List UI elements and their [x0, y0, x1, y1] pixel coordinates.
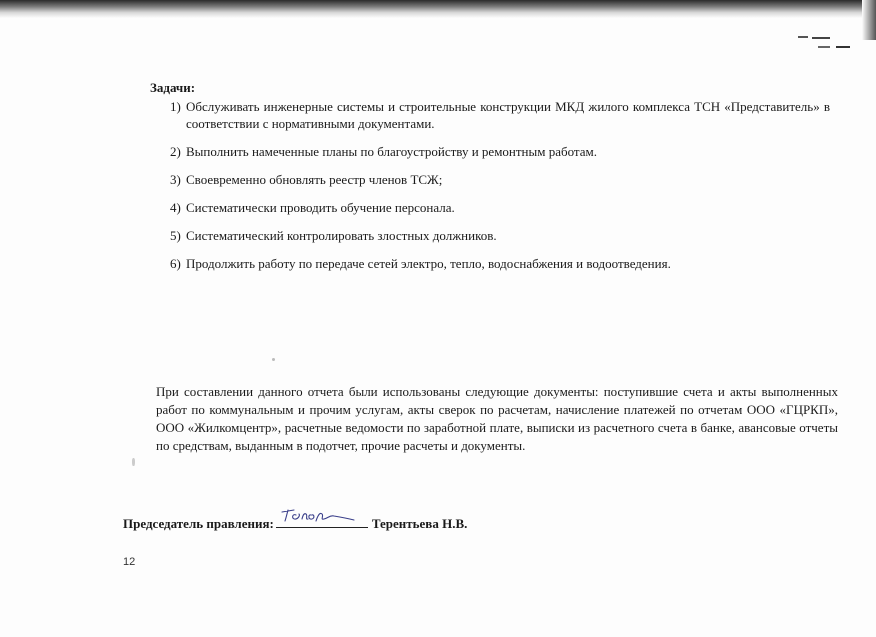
list-item [170, 98, 830, 132]
list-item-text: Выполнить намеченные планы по благоустройству и ремонтным работам. [186, 144, 598, 159]
list-item-number: 2) [170, 144, 181, 159]
tasks-list [170, 98, 830, 283]
report-paragraph: При составлении данного отчета были использованы следующие документы: поступившие счета и акты выполненных работ по коммунальным и прочим услугам, акты сверок по расчетам, начисление платежей по отчетам ООО «ГЦРКП», ООО «Жилкомцентр», расчетные ведомости по заработной плате, выписки из расчетного счета в банке, авансовые отчеты по средствам, выданным в подотчет, прочие расчеты и документы. [156, 384, 838, 453]
list-item-number: 5) [170, 228, 181, 243]
scan-speck [272, 358, 275, 361]
signature-field [276, 513, 368, 528]
signature-label: Председатель правления: [123, 516, 274, 531]
scan-corner-shadow [862, 0, 876, 40]
scan-artifact-marks [796, 34, 856, 54]
list-item [170, 171, 830, 188]
list-item [170, 227, 830, 244]
tasks-heading: Задачи: [150, 80, 196, 95]
list-item-number: 3) [170, 172, 181, 187]
list-item [170, 255, 830, 272]
list-item-text: Обслуживать инженерные системы и строительные конструкции МКД жилого комплекса ТСН «Представитель» в соответствии с нормативными документами. [186, 99, 830, 131]
list-item-number: 6) [170, 256, 181, 271]
page-number: 12 [123, 556, 136, 568]
list-item-text: Продолжить работу по передаче сетей электро, тепло, водоснабжения и водоотведения. [186, 256, 671, 271]
list-item-text: Систематический контролировать злостных должников. [186, 228, 497, 243]
list-item-text: Своевременно обновлять реестр членов ТСЖ; [186, 172, 443, 187]
list-item [170, 199, 830, 216]
signatory-name: Терентьева Н.В. [371, 516, 468, 531]
handwritten-signature [278, 503, 358, 525]
scan-speck [132, 458, 135, 466]
list-item-text: Систематически проводить обучение персонала. [186, 200, 455, 215]
list-item [170, 143, 830, 160]
signature-block [123, 513, 467, 532]
scan-edge-shadow [0, 0, 876, 18]
list-item-number: 1) [170, 99, 181, 114]
list-item-number: 4) [170, 200, 181, 215]
